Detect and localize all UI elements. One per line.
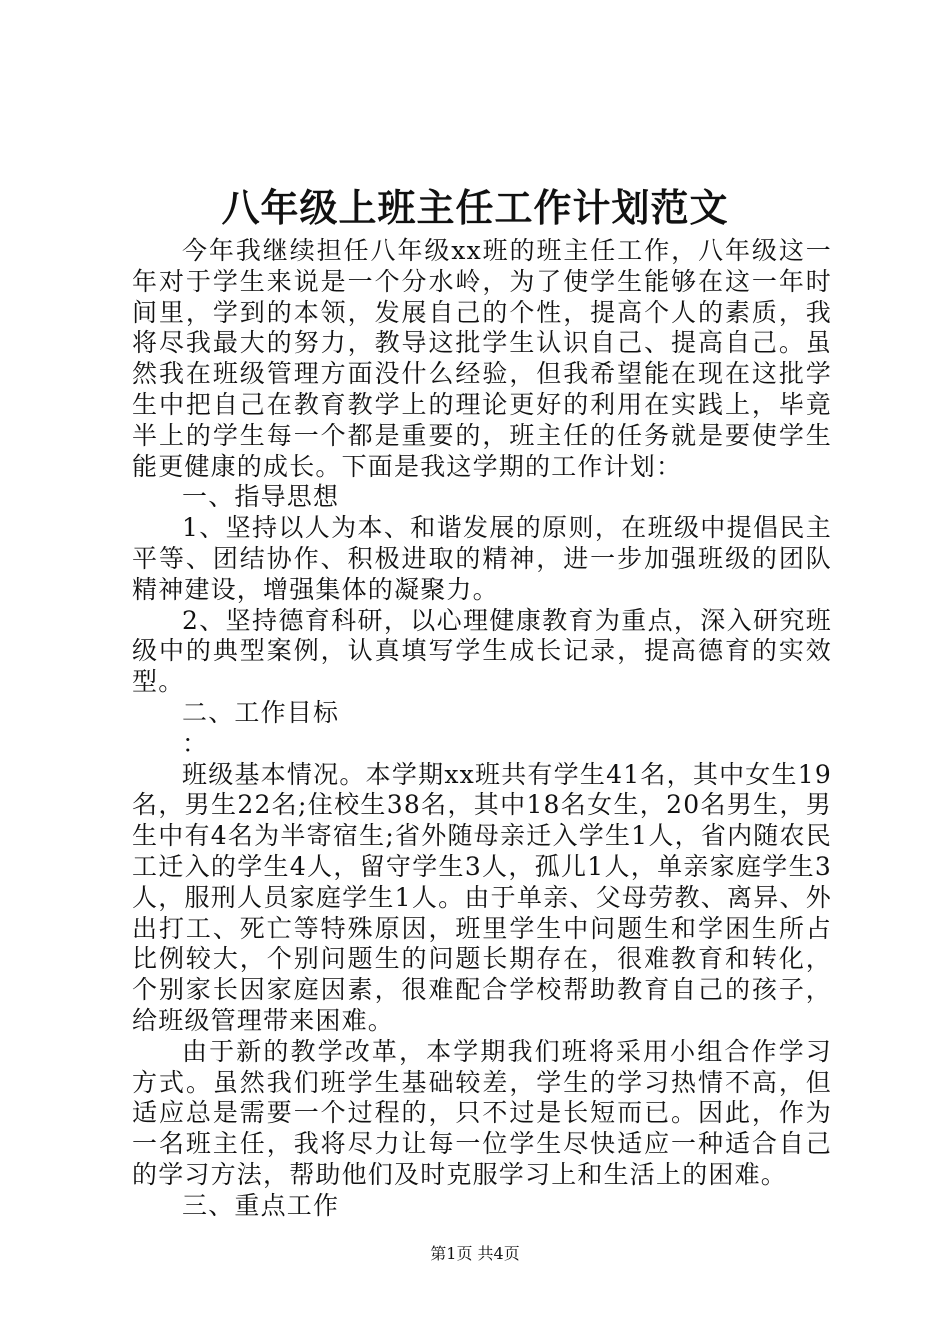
page-number-footer: 第1页 共4页 [430,1244,520,1263]
heading-key-work: 三、重点工作 [182,1190,340,1220]
paragraph-point-1: 1、坚持以人为本、和谐发展的原则，在班级中提倡民主平等、团结协作、积极进取的精神，进一步加强班级的团队精神建设，增强集体的凝聚力。 [132,513,832,604]
paragraph-intro: 今年我继续担任八年级xx班的班主任工作，八年级这一年对于学生来说是一个分水岭，为了使学生能够在这一年时间里，学到的本领，发展自己的个性，提高个人的素质，我将尽我最大的努力，教导这批学生认识自己、提高自己。虽然我在班级管理方面没什么经验，但我希望能在现在这批学生中把自己在教育教学上的理论更好的利用在实践上，毕竟半上的学生每一个都是重要的，班主任的任务就是要使学生能更健康的成长。下面是我这学期的工作计划： [132,236,832,481]
heading-work-goals: 二、工作目标 [182,697,340,727]
paragraph-point-2: 2、坚持德育科研，以心理健康教育为重点，深入研究班级中的典型案例，认真填写学生成长记录，提高德育的实效型。 [132,605,832,697]
paragraph-teaching-reform: 由于新的教学改革，本学期我们班将采用小组合作学习方式。虽然我们班学生基础较差，学生的学习热情不高，但适应总是需要一个过程的，只不过是长短而已。因此，作为一名班主任，我将尽力让每一位学生尽快适应一种适合自己的学习方法，帮助他们及时克服学习上和生活上的困难。 [132,1036,832,1189]
paragraph-class-situation: 班级基本情况。本学期xx班共有学生41名，其中女生19名，男生22名;住校生38名，其中18名女生，20名男生，男生中有4名为半寄宿生;省外随母亲迁入学生1人，省内随农民工迁入的学生4人，留守学生3人，孤儿1人，单亲家庭学生3人，服刑人员家庭学生1人。由于单亲、父母劳教、离异、外出打工、死亡等特殊原因，班里学生中问题生和学困生所占比例较大，个别问题生的问题长期存在，很难教育和转化，个别家长因家庭因素，很难配合学校帮助教育自己的孩子，给班级管理带来困难。 [132,759,832,1035]
heading-guiding-ideology: 一、指导思想 [182,482,340,512]
document-title: 八年级上班主任工作计划范文 [221,185,729,230]
document-body [132,236,832,1222]
paragraph-colon: ： [182,728,209,758]
